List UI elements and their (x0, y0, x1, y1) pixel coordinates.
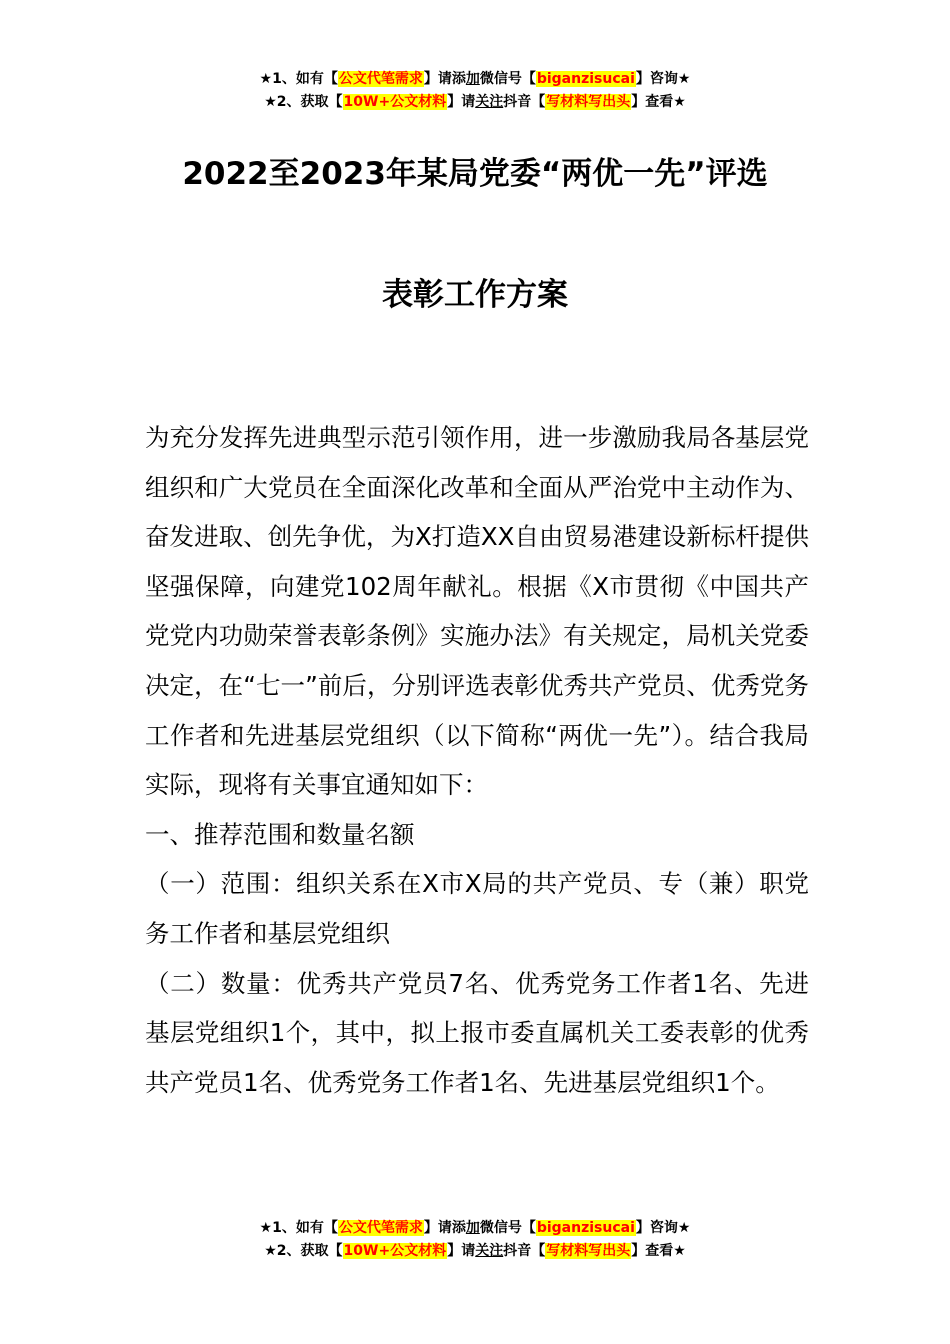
banner-line-2 (0, 1240, 950, 1263)
banner-text: 】咨询 (635, 1220, 678, 1236)
document-title-line-2: 表彰工作方案 (382, 277, 568, 313)
banner-highlight: 公文代笔需求 (338, 1220, 423, 1236)
banner-text: 1、如有【 (272, 71, 338, 87)
banner-text: 】查看 (631, 94, 674, 110)
banner-underlined-text: 关注 (475, 1243, 504, 1259)
banner-douyin-name: 写材料写出头 (546, 1243, 631, 1259)
header-banner (0, 68, 950, 114)
star-icon: ★ (677, 71, 691, 87)
banner-text: 】咨询 (635, 71, 678, 87)
banner-text: 微信号【 (479, 71, 536, 87)
banner-highlight: 公文代笔需求 (338, 71, 423, 87)
banner-text: 微信号【 (479, 1220, 536, 1236)
banner-underlined-text: 加 (465, 1220, 480, 1236)
star-icon: ★ (264, 94, 277, 110)
quota-paragraph: （二）数量：优秀共产党员7名、优秀党务工作者1名、先进基层党组织1个，其中，拟上报市委直属机关工委表彰的优秀共产党员1名、优秀党务工作者1名、先进基层党组织1个。 (145, 968, 809, 1097)
banner-text: 】请添 (423, 1220, 466, 1236)
intro-paragraph: 为充分发挥先进典型示范引领作用，进一步激励我局各基层党组织和广大党员在全面深化改革和全面从严治党中主动作为、奋发进取、创先争优，为X打造XX自由贸易港建设新标杆提供坚强保障，向建党102周年献礼。根据《X市贯彻《中国共产党党内功勋荣誉表彰条例》实施办法》有关规定，局机关党委决定，在“七一”前后，分别评选表彰优秀共产党员、优秀党务工作者和先进基层党组织（以下简称“两优一先”）。结合我局实际，现将有关事宜通知如下： (145, 423, 809, 800)
banner-text: 】请 (447, 94, 476, 110)
banner-text: 】请添 (423, 71, 466, 87)
banner-text: 抖音【 (503, 1243, 546, 1259)
footer-banner (0, 1217, 950, 1263)
star-icon: ★ (677, 1220, 691, 1236)
banner-line-2 (0, 91, 950, 114)
banner-highlight: 10W+公文材料 (343, 94, 447, 110)
banner-underlined-text: 关注 (475, 94, 504, 110)
banner-text: 】查看 (631, 1243, 674, 1259)
banner-douyin-name: 写材料写出头 (546, 94, 631, 110)
banner-text: 】请 (447, 1243, 476, 1259)
banner-highlight: 10W+公文材料 (343, 1243, 447, 1259)
banner-text: 1、如有【 (272, 1220, 338, 1236)
scope-paragraph: （一）范围：组织关系在X市X局的共产党员、专（兼）职党务工作者和基层党组织 (145, 869, 809, 948)
banner-underlined-text: 加 (465, 71, 480, 87)
banner-line-1 (0, 68, 950, 91)
banner-text: 2、获取【 (276, 1243, 343, 1259)
banner-text: 2、获取【 (276, 94, 343, 110)
section-heading: 一、推荐范围和数量名额 (145, 819, 415, 849)
star-icon: ★ (673, 1243, 686, 1259)
star-icon: ★ (259, 1220, 273, 1236)
banner-text: 抖音【 (503, 94, 546, 110)
star-icon: ★ (259, 71, 273, 87)
document-body (145, 413, 809, 1107)
document-title-line-1: 2022至2023年某局党委“两优一先”评选 (182, 156, 768, 192)
star-icon: ★ (673, 94, 686, 110)
star-icon: ★ (264, 1243, 277, 1259)
banner-wechat-id: biganzisucai (536, 71, 635, 87)
banner-wechat-id: biganzisucai (536, 1220, 635, 1236)
banner-line-1 (0, 1217, 950, 1240)
